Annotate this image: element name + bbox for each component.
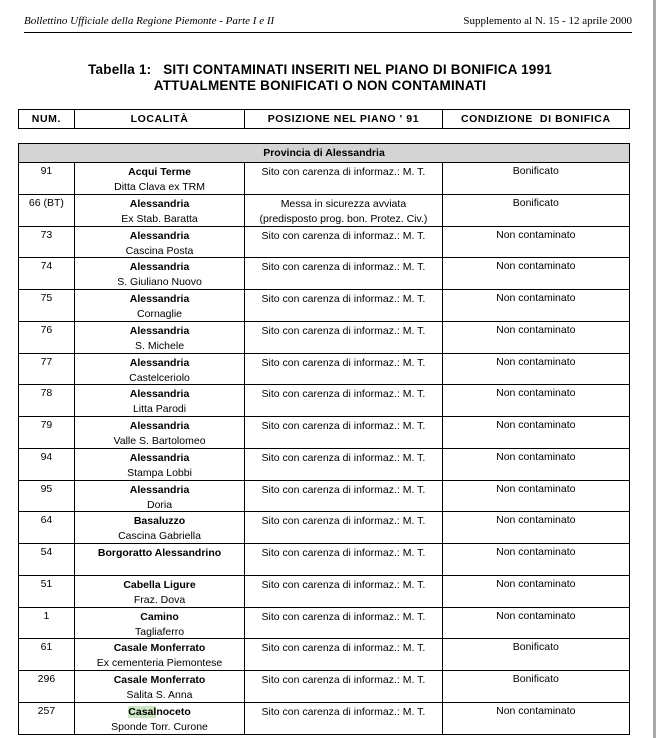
row-posizione — [245, 290, 442, 321]
table-body — [19, 163, 629, 735]
localita-name: Casale Monferrato — [113, 674, 206, 686]
column-header-row — [18, 109, 630, 129]
localita-name-rest: noceto — [156, 705, 191, 718]
row-localita — [75, 417, 245, 448]
posizione-line1: Messa in sicurezza avviata — [280, 197, 407, 210]
sites-table — [18, 143, 630, 735]
localita-name: Alessandria — [129, 420, 190, 432]
row-localita — [75, 258, 245, 289]
table-row — [19, 290, 629, 322]
localita-detail: Ex cementeria Piemontese — [96, 657, 223, 670]
row-num: 73 — [19, 227, 75, 258]
table-row — [19, 512, 629, 544]
table-row — [19, 195, 629, 227]
row-condizione: Non contaminato — [496, 482, 576, 495]
row-posizione — [245, 449, 442, 480]
localita-detail: S. Giuliano Nuovo — [117, 276, 202, 289]
localita-name: Camino — [140, 610, 179, 623]
row-posizione — [245, 512, 442, 543]
table-title-line2: ATTUALMENTE BONIFICATI O NON CONTAMINATI — [153, 78, 487, 93]
row-posizione — [245, 417, 442, 448]
localita-name: Casale Monferrato — [113, 642, 206, 655]
row-condizione: Bonificato — [512, 196, 559, 209]
table-row — [19, 481, 629, 513]
localita-name: Alessandria — [129, 324, 190, 337]
posizione-line1: Sito con carenza di informaz.: M. T. — [261, 515, 426, 528]
table-row — [19, 608, 629, 640]
row-posizione — [245, 608, 442, 639]
row-condizione: Bonificato — [512, 673, 559, 685]
row-condizione: Non contaminato — [496, 323, 576, 336]
col-condizione-header: CONDIZIONE DI BONIFICA — [460, 113, 611, 125]
localita-name — [75, 705, 244, 720]
localita-name: Basaluzzo — [133, 515, 186, 528]
posizione-line1: Sito con carenza di informaz.: M. T. — [261, 705, 426, 718]
localita-name: Alessandria — [129, 229, 190, 242]
row-localita — [75, 354, 245, 385]
row-localita — [75, 576, 245, 607]
row-num: 95 — [19, 481, 75, 512]
posizione-line2: (predisposto prog. bon. Protez. Civ.) — [259, 212, 428, 225]
row-condizione: Non contaminato — [496, 387, 576, 400]
row-posizione — [245, 163, 442, 194]
posizione-line1: Sito con carenza di informaz.: M. T. — [261, 547, 426, 559]
row-posizione — [245, 481, 442, 512]
localita-name: Alessandria — [129, 293, 190, 305]
row-condizione: Non contaminato — [496, 609, 576, 622]
table-row — [19, 703, 629, 735]
row-localita — [75, 163, 245, 194]
row-posizione — [245, 544, 442, 575]
localita-detail: Doria — [146, 498, 173, 511]
row-condizione: Non contaminato — [496, 355, 576, 368]
row-num: 77 — [19, 354, 75, 385]
localita-detail: Cascina Gabriella — [118, 530, 201, 543]
localita-detail: Castelceriolo — [129, 371, 190, 384]
localita-name: Alessandria — [129, 483, 190, 496]
row-condizione: Non contaminato — [496, 450, 576, 463]
col-localita-header: LOCALITÀ — [75, 110, 245, 128]
province-header: Provincia di Alessandria — [19, 143, 629, 163]
table-row — [19, 227, 629, 259]
row-posizione — [245, 639, 442, 670]
row-localita — [75, 639, 245, 670]
row-posizione — [245, 671, 442, 702]
table-row — [19, 258, 629, 290]
posizione-line1: Sito con carenza di informaz.: M. T. — [261, 674, 426, 686]
posizione-line1: Sito con carenza di informaz.: M. T. — [261, 610, 426, 623]
posizione-line1: Sito con carenza di informaz.: M. T. — [261, 420, 426, 432]
row-localita — [75, 544, 245, 575]
posizione-line1: Sito con carenza di informaz.: M. T. — [261, 356, 426, 369]
row-num: 76 — [19, 322, 75, 353]
posizione-line1: Sito con carenza di informaz.: M. T. — [261, 578, 426, 591]
row-condizione: Non contaminato — [496, 292, 576, 304]
localita-detail: Ditta Clava ex TRM — [114, 181, 205, 193]
localita-detail: Cornaglie — [137, 308, 182, 320]
row-num: 54 — [19, 544, 75, 575]
row-num: 79 — [19, 417, 75, 448]
row-condizione: Non contaminato — [496, 228, 576, 241]
table-row — [19, 449, 629, 481]
row-localita — [75, 608, 245, 639]
row-localita — [75, 481, 245, 512]
row-num: 91 — [19, 163, 75, 194]
localita-name: Alessandria — [129, 388, 190, 401]
localita-detail: Litta Parodi — [132, 403, 187, 416]
document-header — [24, 14, 632, 33]
posizione-line1: Sito con carenza di informaz.: M. T. — [261, 166, 426, 178]
row-num: 257 — [19, 703, 75, 734]
row-condizione: Bonificato — [512, 165, 559, 177]
localita-detail: Cascina Posta — [125, 244, 194, 257]
localita-detail: Tagliaferro — [135, 625, 185, 638]
posizione-line1: Sito con carenza di informaz.: M. T. — [261, 642, 426, 655]
localita-detail: Salita S. Anna — [126, 689, 193, 701]
row-condizione: Non contaminato — [496, 704, 576, 717]
row-condizione: Bonificato — [512, 641, 559, 654]
row-posizione — [245, 385, 442, 416]
row-localita — [75, 290, 245, 321]
localita-name: Alessandria — [129, 261, 190, 274]
row-posizione — [245, 576, 442, 607]
posizione-line1: Sito con carenza di informaz.: M. T. — [261, 451, 426, 464]
table-title-line1: Tabella 1: SITI CONTAMINATI INSERITI NEL PIANO DI BONIFICA 1991 — [88, 62, 552, 77]
row-num: 64 — [19, 512, 75, 543]
localita-name: Alessandria — [129, 197, 190, 210]
localita-name: Alessandria — [129, 356, 190, 369]
row-condizione: Non contaminato — [496, 260, 576, 273]
row-num: 78 — [19, 385, 75, 416]
search-highlight: Casal — [128, 705, 157, 718]
table-row — [19, 385, 629, 417]
row-posizione — [245, 195, 442, 226]
localita-detail: Valle S. Bartolomeo — [113, 435, 206, 447]
posizione-line1: Sito con carenza di informaz.: M. T. — [261, 388, 426, 401]
header-publication: Bollettino Ufficiale della Regione Piemonte - Parte I e II — [24, 15, 275, 27]
table-row — [19, 576, 629, 608]
row-condizione: Non contaminato — [496, 577, 576, 590]
row-posizione — [245, 227, 442, 258]
row-localita — [75, 671, 245, 702]
localita-detail: Fraz. Dova — [133, 593, 186, 606]
localita-detail: Ex Stab. Baratta — [121, 212, 198, 225]
row-num: 1 — [19, 608, 75, 639]
row-num: 75 — [19, 290, 75, 321]
col-num-header: NUM. — [19, 110, 75, 128]
row-posizione — [245, 354, 442, 385]
localita-name: Borgoratto Alessandrino — [97, 547, 222, 559]
localita-detail: Sponde Torr. Curone — [111, 720, 208, 733]
row-localita — [75, 703, 245, 734]
row-num: 61 — [19, 639, 75, 670]
localita-name: Alessandria — [129, 451, 190, 464]
table-row — [19, 163, 629, 195]
posizione-line1: Sito con carenza di informaz.: M. T. — [261, 483, 426, 496]
row-posizione — [245, 322, 442, 353]
table-row — [19, 671, 629, 703]
posizione-line1: Sito con carenza di informaz.: M. T. — [261, 324, 426, 337]
localita-name: Cabella Ligure — [123, 578, 196, 591]
row-localita — [75, 385, 245, 416]
table-row — [19, 417, 629, 449]
row-num: 296 — [19, 671, 75, 702]
localita-detail: S. Michele — [135, 339, 185, 352]
col-posizione-header: POSIZIONE NEL PIANO ' 91 — [245, 110, 442, 128]
row-posizione — [245, 258, 442, 289]
row-num: 66 (BT) — [19, 195, 75, 226]
row-num: 51 — [19, 576, 75, 607]
table-row — [19, 639, 629, 671]
row-localita — [75, 195, 245, 226]
row-num: 94 — [19, 449, 75, 480]
row-condizione: Non contaminato — [496, 546, 576, 558]
row-localita — [75, 449, 245, 480]
row-condizione: Non contaminato — [496, 419, 576, 431]
row-posizione — [245, 703, 442, 734]
localita-detail: Stampa Lobbi — [127, 466, 192, 479]
row-localita — [75, 512, 245, 543]
row-condizione: Non contaminato — [496, 514, 576, 527]
localita-name: Acqui Terme — [128, 166, 191, 178]
table-row — [19, 354, 629, 386]
table-row — [19, 544, 629, 576]
header-supplement: Supplemento al N. 15 - 12 aprile 2000 — [463, 15, 632, 27]
row-localita — [75, 227, 245, 258]
posizione-line1: Sito con carenza di informaz.: M. T. — [261, 229, 426, 242]
row-num: 74 — [19, 258, 75, 289]
table-row — [19, 322, 629, 354]
posizione-line1: Sito con carenza di informaz.: M. T. — [261, 261, 426, 274]
posizione-line1: Sito con carenza di informaz.: M. T. — [261, 293, 426, 305]
row-localita — [75, 322, 245, 353]
